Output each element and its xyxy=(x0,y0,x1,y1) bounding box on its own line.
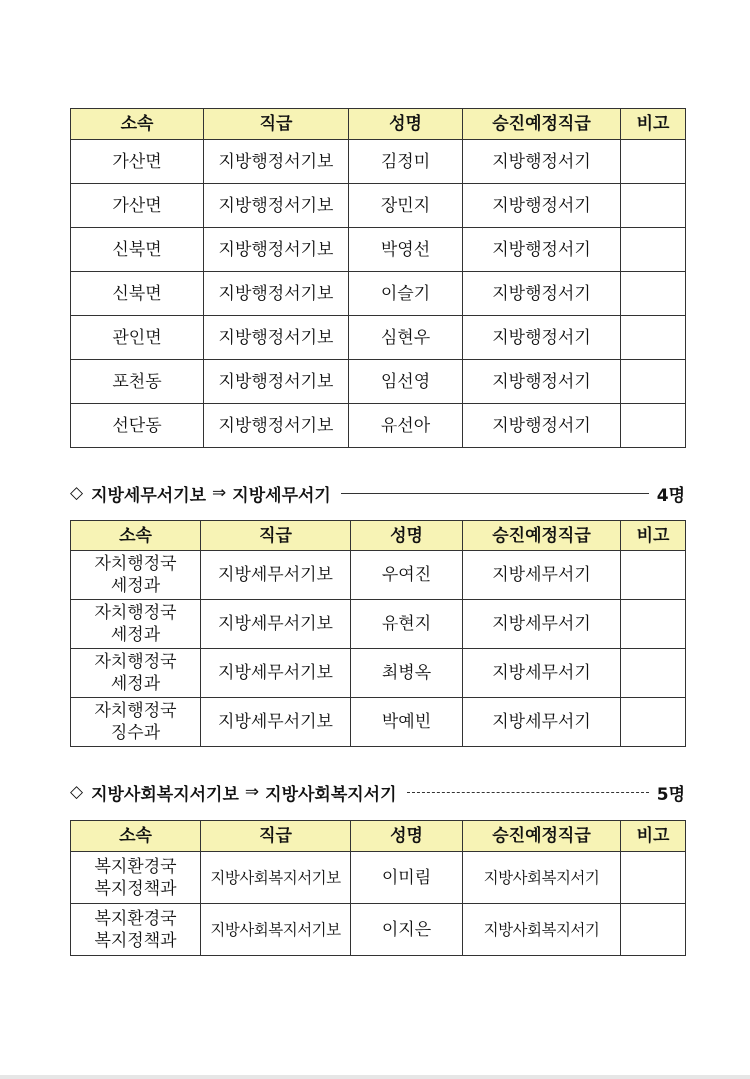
affiliation-division: 세정과 xyxy=(110,625,161,645)
section-heading-tax xyxy=(70,480,685,506)
cell-remarks xyxy=(621,600,686,649)
cell-promotion-rank: 지방사회복지서기 xyxy=(463,904,621,956)
cell-remarks xyxy=(621,360,686,404)
promotion-table-tax xyxy=(70,520,686,747)
affiliation-bureau: 자치행정국 xyxy=(94,652,177,672)
affiliation-bureau: 자치행정국 xyxy=(94,554,177,574)
table-row xyxy=(71,140,686,184)
header-name: 성명 xyxy=(351,821,463,852)
cell-rank: 지방행정서기보 xyxy=(204,404,349,448)
affiliation-division: 복지정책과 xyxy=(94,878,177,899)
arrow-icon: ⇒ xyxy=(244,782,260,802)
header-remarks: 비고 xyxy=(621,521,686,551)
cell-remarks xyxy=(621,904,686,956)
cell-remarks xyxy=(621,272,686,316)
cell-rank: 지방행정서기보 xyxy=(204,360,349,404)
leader-line xyxy=(341,493,649,494)
cell-affiliation xyxy=(71,852,201,904)
affiliation-bureau: 복지환경국 xyxy=(94,856,177,877)
cell-affiliation xyxy=(71,649,201,698)
cell-affiliation xyxy=(71,600,201,649)
table-row xyxy=(71,852,686,904)
cell-promotion-rank: 지방행정서기 xyxy=(463,184,621,228)
affiliation-bureau: 복지환경국 xyxy=(94,908,177,929)
cell-affiliation: 신북면 xyxy=(71,228,204,272)
table-row xyxy=(71,698,686,747)
arrow-icon: ⇒ xyxy=(212,483,227,503)
cell-rank: 지방세무서기보 xyxy=(201,600,351,649)
cell-remarks xyxy=(621,404,686,448)
cell-name: 김정미 xyxy=(349,140,463,184)
cell-promotion-rank: 지방세무서기 xyxy=(463,600,621,649)
header-rank: 직급 xyxy=(201,521,351,551)
cell-rank: 지방행정서기보 xyxy=(204,140,349,184)
cell-remarks xyxy=(621,649,686,698)
cell-remarks xyxy=(621,551,686,600)
cell-remarks xyxy=(621,852,686,904)
affiliation-division: 세정과 xyxy=(110,576,161,596)
cell-promotion-rank: 지방세무서기 xyxy=(463,649,621,698)
cell-name: 박영선 xyxy=(349,228,463,272)
cell-promotion-rank: 지방세무서기 xyxy=(463,698,621,747)
table-row xyxy=(71,272,686,316)
table-row xyxy=(71,551,686,600)
table-row xyxy=(71,184,686,228)
table-row xyxy=(71,228,686,272)
header-affiliation: 소속 xyxy=(71,109,204,140)
table-row xyxy=(71,316,686,360)
affiliation-bureau: 자치행정국 xyxy=(94,701,177,721)
cell-rank: 지방사회복지서기보 xyxy=(201,852,351,904)
cell-name: 임선영 xyxy=(349,360,463,404)
header-remarks: 비고 xyxy=(621,821,686,852)
section-heading-welfare xyxy=(70,779,685,805)
section-count: 5명 xyxy=(656,784,685,805)
cell-name: 심현우 xyxy=(349,316,463,360)
cell-rank: 지방세무서기보 xyxy=(201,551,351,600)
table-row xyxy=(71,404,686,448)
cell-rank: 지방세무서기보 xyxy=(201,649,351,698)
cell-rank: 지방행정서기보 xyxy=(204,272,349,316)
cell-rank: 지방행정서기보 xyxy=(204,184,349,228)
cell-name: 유선아 xyxy=(349,404,463,448)
cell-name: 장민지 xyxy=(349,184,463,228)
header-rank: 직급 xyxy=(201,821,351,852)
table-header-row xyxy=(71,109,686,140)
header-promotion-rank: 승진예정직급 xyxy=(463,109,621,140)
cell-affiliation: 가산면 xyxy=(71,184,204,228)
affiliation-division: 세정과 xyxy=(110,674,161,694)
cell-name: 이미림 xyxy=(351,852,463,904)
cell-remarks xyxy=(621,228,686,272)
cell-promotion-rank: 지방행정서기 xyxy=(463,316,621,360)
cell-affiliation xyxy=(71,698,201,747)
header-name: 성명 xyxy=(349,109,463,140)
cell-promotion-rank: 지방행정서기 xyxy=(463,272,621,316)
cell-affiliation xyxy=(71,904,201,956)
header-name: 성명 xyxy=(351,521,463,551)
cell-promotion-rank: 지방행정서기 xyxy=(463,140,621,184)
affiliation-division: 복지정책과 xyxy=(94,930,177,951)
header-promotion-rank: 승진예정직급 xyxy=(463,521,621,551)
leader-line xyxy=(407,792,649,793)
affiliation-division: 징수과 xyxy=(110,723,161,743)
cell-rank: 지방행정서기보 xyxy=(204,316,349,360)
table-row xyxy=(71,649,686,698)
cell-promotion-rank: 지방세무서기 xyxy=(463,551,621,600)
cell-promotion-rank: 지방행정서기 xyxy=(463,228,621,272)
affiliation-bureau: 자치행정국 xyxy=(94,603,177,623)
table-header-row xyxy=(71,821,686,852)
section-from-rank: 지방세무서기보 xyxy=(91,485,207,506)
cell-remarks xyxy=(621,698,686,747)
header-remarks: 비고 xyxy=(621,109,686,140)
cell-affiliation: 신북면 xyxy=(71,272,204,316)
diamond-icon: ◇ xyxy=(70,782,84,802)
cell-promotion-rank: 지방행정서기 xyxy=(463,360,621,404)
cell-name: 유현지 xyxy=(351,600,463,649)
cell-promotion-rank: 지방행정서기 xyxy=(463,404,621,448)
cell-name: 이지은 xyxy=(351,904,463,956)
cell-affiliation: 관인면 xyxy=(71,316,204,360)
table-row xyxy=(71,360,686,404)
section-to-rank: 지방세무서기 xyxy=(232,485,331,506)
cell-affiliation: 선단동 xyxy=(71,404,204,448)
cell-promotion-rank: 지방사회복지서기 xyxy=(463,852,621,904)
promotion-table-welfare xyxy=(70,820,686,956)
section-count: 4명 xyxy=(656,485,685,506)
cell-remarks xyxy=(621,140,686,184)
diamond-icon: ◇ xyxy=(70,483,84,503)
cell-rank: 지방세무서기보 xyxy=(201,698,351,747)
cell-remarks xyxy=(621,316,686,360)
promotion-table-admin xyxy=(70,108,686,448)
cell-name: 이슬기 xyxy=(349,272,463,316)
header-affiliation: 소속 xyxy=(71,821,201,852)
cell-name: 우여진 xyxy=(351,551,463,600)
cell-name: 박예빈 xyxy=(351,698,463,747)
table-header-row xyxy=(71,521,686,551)
cell-rank: 지방행정서기보 xyxy=(204,228,349,272)
cell-name: 최병옥 xyxy=(351,649,463,698)
cell-remarks xyxy=(621,184,686,228)
cell-affiliation xyxy=(71,551,201,600)
table-row xyxy=(71,600,686,649)
header-rank: 직급 xyxy=(204,109,349,140)
cell-affiliation: 가산면 xyxy=(71,140,204,184)
header-affiliation: 소속 xyxy=(71,521,201,551)
cell-rank: 지방사회복지서기보 xyxy=(201,904,351,956)
section-from-rank: 지방사회복지서기보 xyxy=(91,784,239,805)
header-promotion-rank: 승진예정직급 xyxy=(463,821,621,852)
cell-affiliation: 포천동 xyxy=(71,360,204,404)
table-row xyxy=(71,904,686,956)
page-bottom-edge xyxy=(0,1075,750,1079)
section-to-rank: 지방사회복지서기 xyxy=(265,784,397,805)
